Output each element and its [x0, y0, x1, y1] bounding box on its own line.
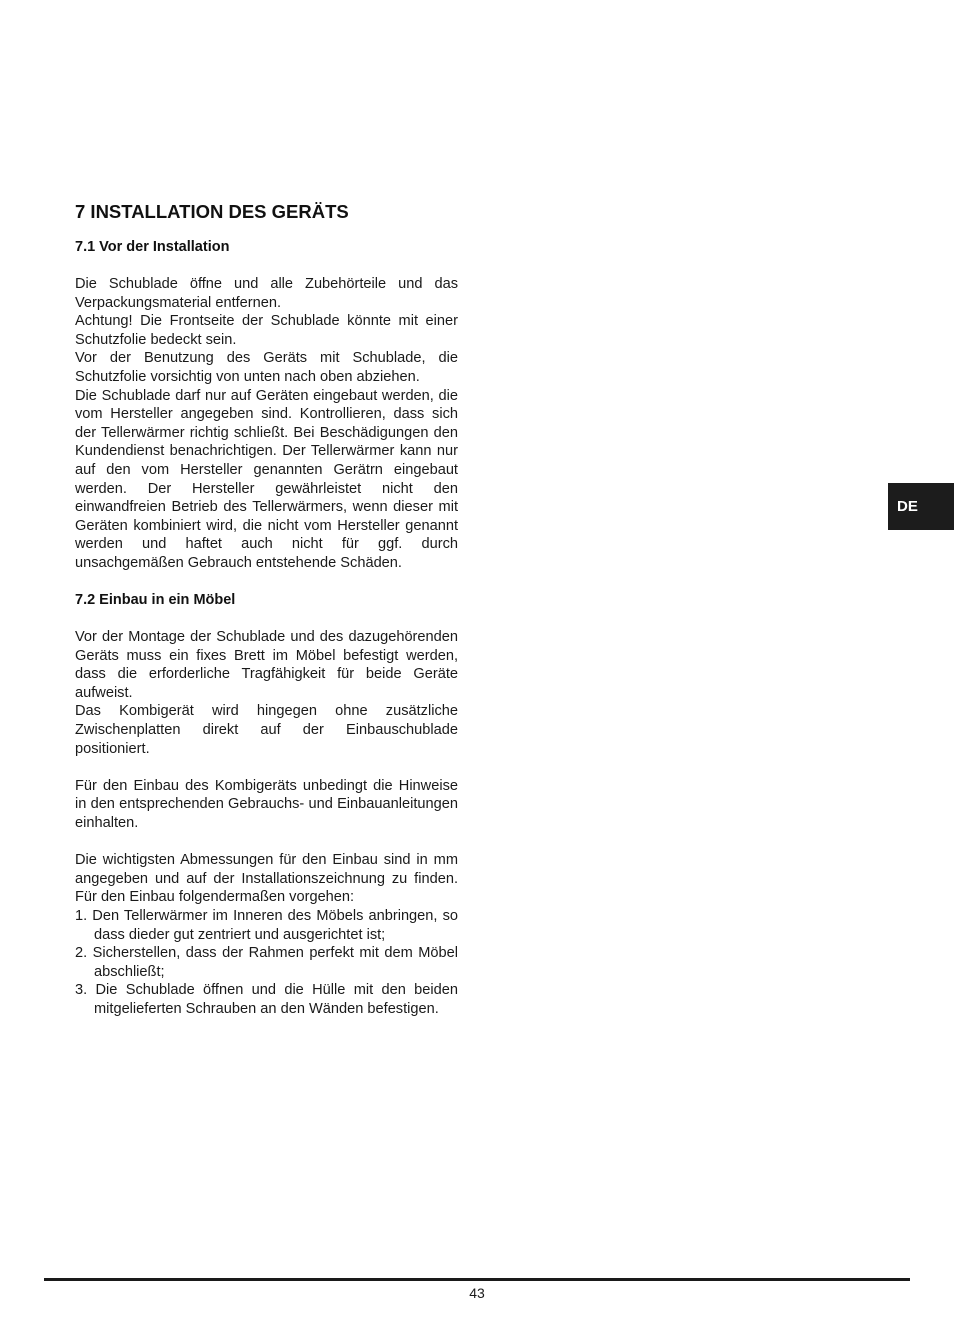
- chapter-title: 7 INSTALLATION DES GERÄTS: [75, 201, 349, 222]
- spacer: [75, 573, 458, 592]
- paragraph-combi-position: Das Kombigerät wird hingegen ohne zusätzliche Zwischenplatten direkt auf der Einbauschublade positioniert.: [75, 703, 458, 757]
- list-item: 1. Den Tellerwärmer im Inneren des Möbels anbringen, so dass dieder gut zentriert und ausgerichtet ist;: [75, 908, 458, 943]
- spacer: [75, 758, 458, 777]
- paragraph-warning-film: Achtung! Die Frontseite der Schublade könnte mit einer Schutzfolie bedeckt sein.: [75, 313, 458, 348]
- paragraph-follow-instructions: Für den Einbau des Kombigeräts unbedingt die Hinweise in den entsprechenden Gebrauchs- und Einbauanleitungen einhalten.: [75, 777, 458, 832]
- paragraph-dimensions: Die wichtigsten Abmessungen für den Einbau sind in mm angegeben und auf der Installationszeichnung zu finden. Für den Einbau folgendermaßen vorgehen:: [75, 852, 458, 906]
- section-title-before-installation: 7.1 Vor der Installation: [75, 239, 230, 255]
- installation-steps-list: [75, 907, 458, 1019]
- paragraph-fixed-board: Vor der Montage der Schublade und des dazugehörenden Geräts muss ein fixes Brett im Möbel befestigt werden, dass die erforderliche Tragfähigkeit für beide Geräte aufweist.: [75, 629, 458, 701]
- spacer: [75, 833, 458, 852]
- section-title-built-in: 7.2 Einbau in ein Möbel: [75, 592, 236, 609]
- list-item: 2. Sicherstellen, dass der Rahmen perfekt mit dem Möbel abschließt;: [75, 945, 458, 980]
- main-column: [75, 200, 458, 1019]
- paragraph-unpack: Die Schublade öffne und alle Zubehörteile und das Verpackungsmaterial entfernen.: [75, 276, 458, 311]
- paragraph-compatibility: Die Schublade darf nur auf Geräten eingebaut werden, die vom Hersteller angegeben sind. Kontrollieren, dass sich der Tellerwärmer richtig schließt. Bei Beschädigungen den Kundendienst benachrichtigen. Der Tellerwärmer kann nur auf den vom Hersteller genannten Gerätrn eingebaut werden. Der Hersteller gewährleistet nicht den einwandfreien Betrieb des Tellerwärmers, wenn dieser mit Geräten kombiniert wird, die nicht vom Hersteller genannt werden und haftet auch nicht für ggf. durch unsachgemäßen Gebrauch entstehende Schäden.: [75, 387, 458, 571]
- language-tab: DE: [888, 483, 954, 530]
- page-number: 43: [469, 1285, 485, 1301]
- list-item: 3. Die Schublade öffnen und die Hülle mit den beiden mitgelieferten Schrauben an den Wänden befestigen.: [75, 982, 458, 1017]
- footer-divider: [44, 1278, 910, 1281]
- paragraph-remove-film: Vor der Benutzung des Geräts mit Schublade, die Schutzfolie vorsichtig von unten nach oben abziehen.: [75, 350, 458, 385]
